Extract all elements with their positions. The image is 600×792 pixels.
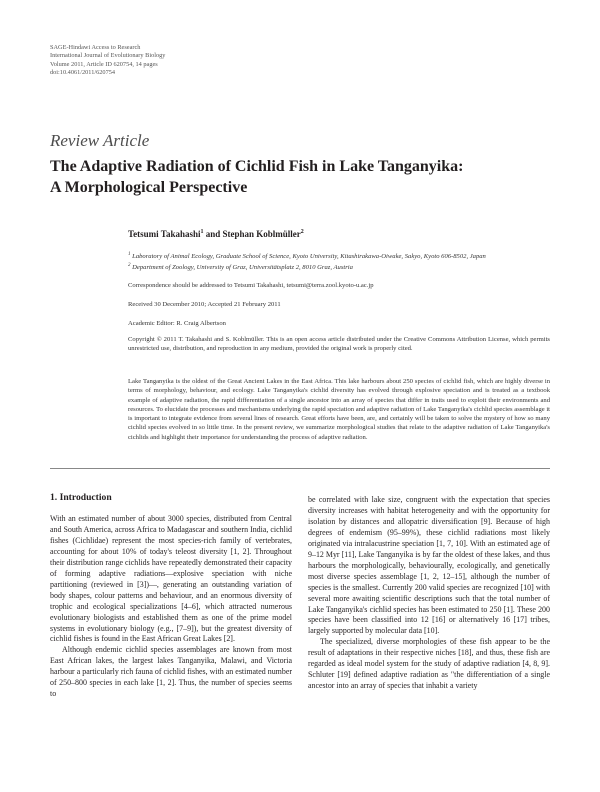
- affiliation: [128, 261, 550, 272]
- affiliation-number: 2: [128, 263, 131, 269]
- article-title: [50, 156, 550, 198]
- author-joiner: and: [203, 229, 223, 239]
- volume-line: Volume 2011, Article ID 620754, 14 pages: [50, 60, 158, 68]
- paragraph: The specialized, diverse morphologies of these fish appear to be the result of adaptations in their respective niches [18], and thus, these fish are regarded as ideal model system for the study of adaptive radiation [4, 8, 9]. Schluter [19] defined adaptive radiation as "the differentiation of a single ancestor into an array of species that inhabit a variety: [308, 637, 550, 691]
- abstract: Lake Tanganyika is the oldest of the Great Ancient Lakes in the East Africa. This lake harbours about 250 species of cichlid fish, which are highly diverse in terms of morphology, behaviour, and ecology. Lake Tanganyika's cichlid diversity has evolved through explosive speciation and is treated as a textbook example of adaptive radiation, the rapid differentiation of a single ancestor into an array of species that differ in traits used to exploit their environments and resources. To elucidate the processes and mechanisms underlying the rapid speciation and adaptive radiation of Lake Tanganyika's cichlid species assemblage it is important to integrate evidence from several lines of research. Great efforts have been, are, and certainly will be taken to solve the mystery of how so many cichlid species evolved in so little time. In the present review, we summarize morphological studies that relate to the adaptive radiation of Lake Tanganyika's cichlids and highlight their importance for understanding the process of adaptive radiation.: [128, 378, 550, 441]
- left-column: [50, 514, 292, 700]
- paragraph: be correlated with lake size, congruent with the expectation that species diversity increases with habitat heterogeneity and with the opportunity for isolation by distances and allopatric diversification [9]. Because of high degrees of endemism (95–99%), these cichlid radiations most likely originated via intralacustrine speciation [1, 7, 10]. With an estimated age of 9–12 Myr [11], Lake Tanganyika is by far the oldest of these lakes, and thus harbours the morphologically, behaviourally, ecologically, and genetically most diverse species assemblage [1, 2, 12–15], although the number of species is the smallest. Currently 200 valid species are recognized [10] with several more awaiting scientific descriptions such that the total number of Lake Tanganyika's cichlid species has been estimated to 250 [1]. These 200 species have been classified into 12 [16] or alternatively 16 [17] tribes, largely supported by molecular data [10].: [308, 495, 550, 636]
- affiliation-text: Laboratory of Animal Ecology, Graduate School of Science, Kyoto University, Kitashirakawa-Oiwake, Sakyo, Kyoto 606-8502, Japan: [132, 253, 486, 261]
- affiliation-marker: 2: [300, 229, 304, 235]
- author-name: Stephan Koblmüller: [222, 229, 301, 239]
- affiliation-marker: 1: [200, 229, 204, 235]
- academic-editor: Academic Editor: R. Craig Albertson: [128, 320, 226, 327]
- copyright: Copyright © 2011 T. Takahashi and S. Koblmüller. This is an open access article distributed under the Creative Commons Attribution License, which permits unrestricted use, distribution, and reproduction in any medium, provided the original work is properly cited.: [128, 336, 550, 353]
- dates: Received 30 December 2010; Accepted 21 February 2011: [128, 301, 281, 308]
- paragraph: Although endemic cichlid species assemblages are known from most East African lakes, the largest lakes Tanganyika, Malawi, and Victoria harbour a particularly rich fauna of cichlid fishes, with an estimated number of 250–800 species in each lake [1, 2]. Thus, the number of species seems to: [50, 645, 292, 699]
- affiliation-number: 1: [128, 252, 131, 257]
- section-heading: 1. Introduction: [50, 492, 112, 503]
- right-column: [308, 495, 550, 692]
- paragraph: With an estimated number of about 3000 species, distributed from Central and South America, across Africa to Madagascar and southern India, cichlid fishes (Cichlidae) represent the most species-rich family of vertebrates, accounting for about 10% of today's teleost diversity [1, 2]. Throughout their distribution range cichlids have repeatedly demonstrated their capacity of forming adaptive radiations—explosive speciation with niche partitioning (reviewed in [3])—, generating an outstanding variation of body shapes, colour patterns and behaviour, and an enormous diversity of trophic and ecological specializations [4–6], which attracted numerous evolutionary biologists and established them as one of the prime model systems in evolutionary biology (e.g., [7–9]), but the greatest diversity of cichlid fishes is found in the East African Great Lakes [2].: [50, 514, 292, 644]
- publisher-line: SAGE-Hindawi Access to Research: [50, 44, 141, 51]
- title-line-2: A Morphological Perspective: [50, 179, 248, 196]
- journal-name: International Journal of Evolutionary Biology: [50, 52, 166, 60]
- affiliations: [128, 250, 550, 273]
- author-list: [128, 229, 304, 239]
- affiliation-text: Department of Zoology, University of Graz, Universitätsplatz 2, 8010 Graz, Austria: [132, 264, 353, 272]
- journal-header: [50, 44, 165, 78]
- author-name: Tetsumi Takahashi: [128, 229, 201, 239]
- doi[interactable]: doi:10.4061/2011/620754: [50, 69, 116, 77]
- divider: [50, 468, 550, 469]
- title-line-1: The Adaptive Radiation of Cichlid Fish in Lake Tanganyika:: [50, 158, 464, 175]
- affiliation: [128, 250, 550, 261]
- correspondence: Correspondence should be addressed to Tetsumi Takahashi, tetsumi@terra.zool.kyoto-u.ac.jp: [128, 282, 374, 289]
- article-type: Review Article: [50, 131, 150, 150]
